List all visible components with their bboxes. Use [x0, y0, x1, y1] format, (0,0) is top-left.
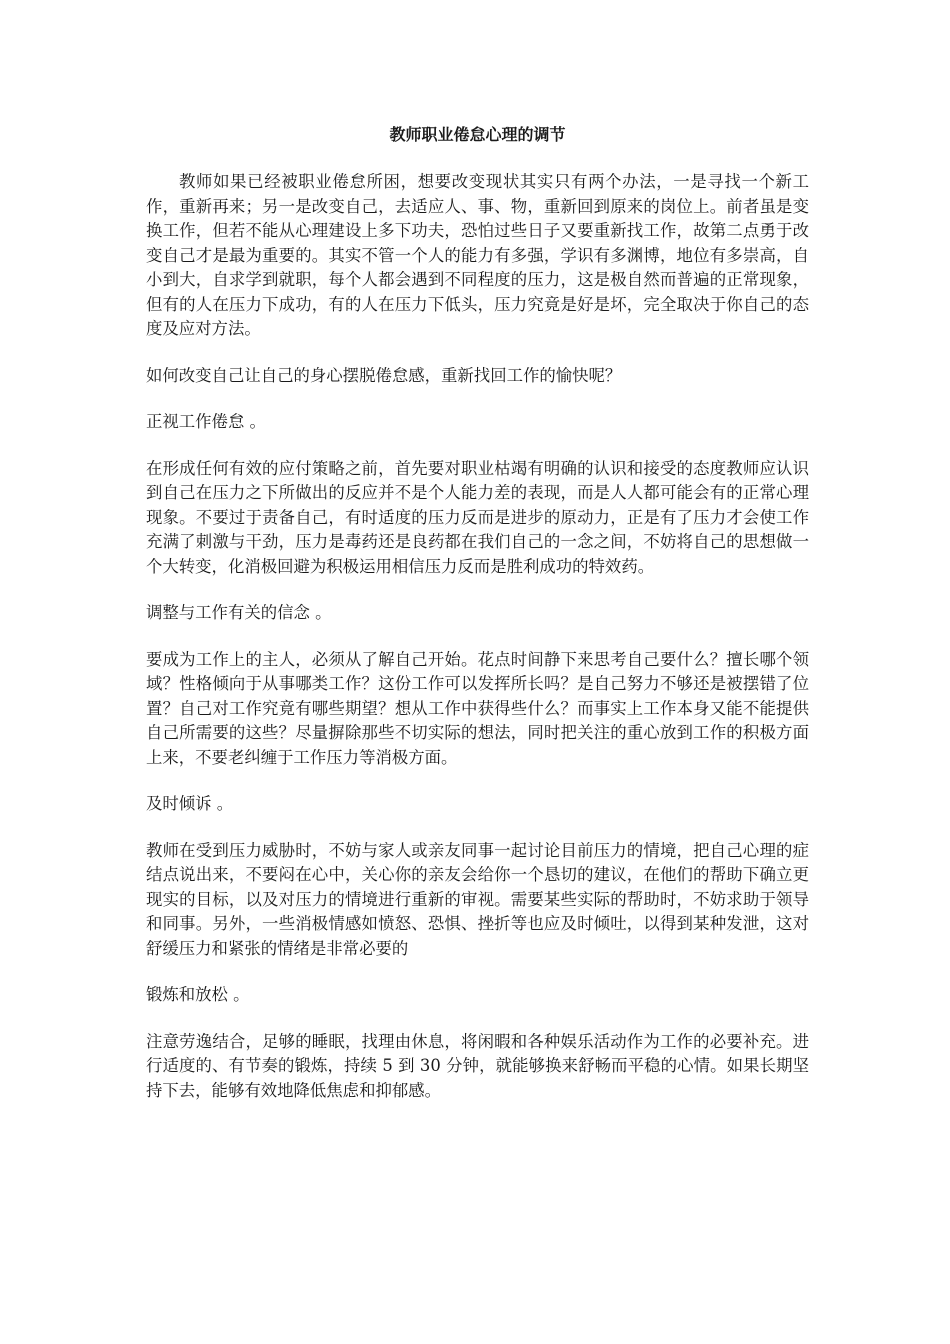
section-body-exercise-relax: 注意劳逸结合，足够的睡眠，找理由休息，将闲暇和各种娱乐活动作为工作的必要补充。进行适度的、有节奏的锻炼，持续 5 到 30 分钟，就能够换来舒畅而平稳的心情。如果长期坚持下去，能够有效地降低焦虑和抑郁感。 — [146, 1031, 809, 1100]
question-line: 如何改变自己让自己的身心摆脱倦怠感，重新找回工作的愉快呢？ — [146, 365, 622, 385]
intro-paragraph: 教师如果已经被职业倦怠所困，想要改变现状其实只有两个办法，一是寻找一个新工作，重新再来；另一是改变自己，去适应人、事、物，重新回到原来的岗位上。前者虽是变换工作，但若不能从心理建设上多下功夫，恐怕过些日子又要重新找工作，故第二点勇于改变自己才是最为重要的。其实不管一个人的能力有多强，学识有多渊博，地位有多崇高，自小到大，自求学到就职，每个人都会遇到不同程度的压力，这是极自然而普遍的正常现象，但有的人在压力下成功，有的人在压力下低头，压力究竟是好是坏，完全取决于你自己的态度及应对方法。 — [146, 172, 809, 338]
document-title: 教师职业倦怠心理的调节 — [389, 125, 566, 144]
section-heading-confide: 及时倾诉 。 — [146, 794, 234, 813]
section-heading-adjust-beliefs: 调整与工作有关的信念 。 — [146, 603, 332, 622]
section-heading-exercise-relax: 锻炼和放松 。 — [146, 985, 250, 1004]
section-heading-face-burnout: 正视工作倦怠 。 — [146, 412, 266, 431]
section-body-face-burnout: 在形成任何有效的应付策略之前，首先要对职业枯竭有明确的认识和接受的态度教师应认识到自己在压力之下所做出的反应并不是个人能力差的表现，而是人人都可能会有的正常心理现象。不要过于责备自己，有时适度的压力反而是进步的原动力，正是有了压力才会使工作充满了刺激与干劲，压力是毒药还是良药都在我们自己的一念之间，不妨将自己的思想做一个大转变，化消极回避为积极运用相信压力反而是胜利成功的特效药。 — [146, 458, 809, 576]
section-body-adjust-beliefs: 要成为工作上的主人，必须从了解自己开始。花点时间静下来思考自己要什么？擅长哪个领域？性格倾向于从事哪类工作？这份工作可以发挥所长吗？是自己努力不够还是被摆错了位置？自己对工作究竟有哪些期望？想从工作中获得些什么？而事实上工作本身又能不能提供自己所需要的这些？尽量摒除那些不切实际的想法，同时把关注的重心放到工作的积极方面上来，不要老纠缠于工作压力等消极方面。 — [146, 649, 809, 767]
section-body-confide: 教师在受到压力威胁时，不妨与家人或亲友同事一起讨论目前压力的情境，把自己心理的症结点说出来，不要闷在心中，关心你的亲友会给你一个恳切的建议，在他们的帮助下确立更现实的目标，以及对压力的情境进行重新的审视。需要某些实际的帮助时，不妨求助于领导和同事。另外，一些消极情感如愤怒、恐惧、挫折等也应及时倾吐，以得到某种发泄，这对舒缓压力和紧张的情绪是非常必要的 — [146, 840, 809, 958]
document-body — [146, 124, 809, 1103]
